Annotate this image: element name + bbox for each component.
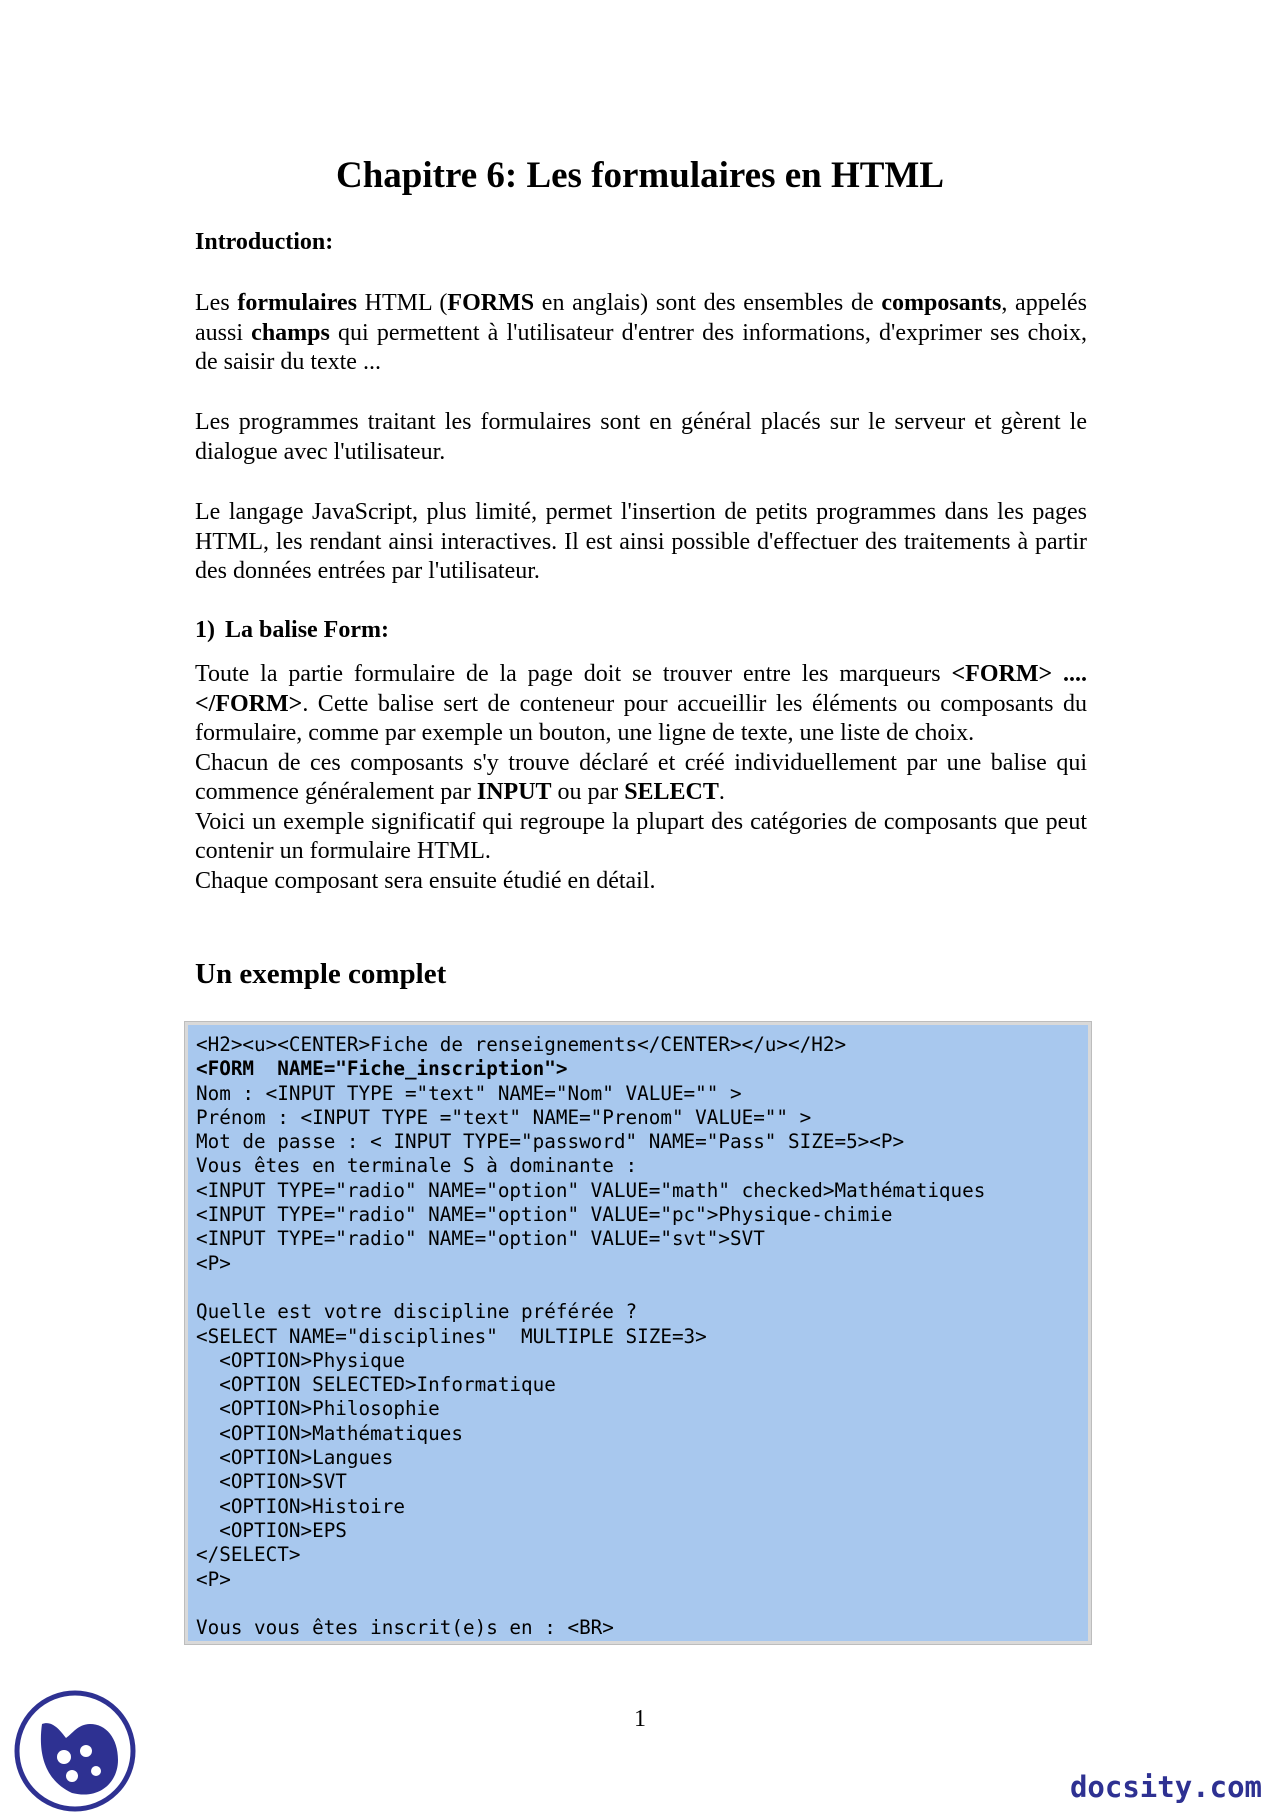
text-run: HTML ( <box>356 290 448 316</box>
code-line: <P> <box>196 1567 231 1591</box>
code-example <box>185 1022 1091 1644</box>
intro-paragraph-2: Les programmes traitant les formulaires sont en général placés sur le serveur et gèrent le dialogue avec l'utilisateur. <box>195 409 1087 465</box>
code-line: <FORM NAME="Fiche_inscription"> <box>196 1057 568 1081</box>
docsity-logo-icon[interactable] <box>14 1690 136 1812</box>
text-run: ou par <box>551 779 625 805</box>
text-run: Chacun de ces composants s'y trouve déclaré et créé individuellement par une balise qui commence généralement par <box>195 749 1087 805</box>
text-run: Toute la partie formulaire de la page doit se trouver entre les marqueurs <box>195 661 952 687</box>
code-line: <P> <box>196 1251 231 1275</box>
code-line: <OPTION SELECTED>Informatique <box>196 1373 556 1397</box>
bold-run: formulaires <box>237 290 357 316</box>
text-run: en anglais) sont des ensembles de <box>534 290 882 316</box>
page-number: 1 <box>634 1706 646 1732</box>
bold-run: <FORM> ....</FORM> <box>195 661 1088 717</box>
form-paragraph-1 <box>195 660 1087 749</box>
code-line: <INPUT TYPE="radio" NAME="option" VALUE="svt">SVT <box>196 1227 765 1251</box>
intro-paragraph-1 <box>195 289 1087 378</box>
code-line: Prénom : <INPUT TYPE ="text" NAME="Prenom" VALUE="" > <box>196 1105 812 1129</box>
bold-run: SELECT <box>624 779 719 805</box>
code-line: Vous vous êtes inscrit(e)s en : <BR> <box>196 1616 614 1640</box>
page-title: Chapitre 6: Les formulaires en HTML <box>335 155 945 196</box>
brand-wordmark[interactable]: docsity.com <box>1069 1770 1262 1804</box>
example-heading: Un exemple complet <box>195 958 447 990</box>
code-line: <OPTION>Philosophie <box>196 1397 440 1421</box>
code-line: <OPTION>Mathématiques <box>196 1421 463 1445</box>
code-line: <H2><u><CENTER>Fiche de renseignements</CENTER></u></H2> <box>196 1033 847 1056</box>
code-line: <OPTION>Langues <box>196 1446 394 1470</box>
code-line: <OPTION>EPS <box>196 1518 347 1542</box>
bold-run: FORMS <box>447 290 535 316</box>
code-line: <OPTION>Physique <box>196 1348 405 1372</box>
code-line: <INPUT TYPE="radio" NAME="option" VALUE="math" checked>Mathématiques <box>196 1178 986 1202</box>
text-run: qui permettent à l'utilisateur d'entrer des informations, d'exprimer ses choix, de saisir du texte ... <box>195 319 1087 375</box>
form-paragraph-4: Chaque composant sera ensuite étudié en détail. <box>195 867 656 894</box>
bold-run: champs <box>251 319 330 346</box>
section-title: La balise Form: <box>225 617 389 643</box>
code-line: Vous êtes en terminale S à dominante : <box>196 1154 638 1178</box>
introduction-heading: Introduction: <box>195 229 334 255</box>
code-line: <SELECT NAME="disciplines" MULTIPLE SIZE=3> <box>196 1324 707 1348</box>
code-line: <INPUT TYPE="radio" NAME="option" VALUE="pc">Physique-chimie <box>196 1203 893 1227</box>
code-line-blank <box>196 1276 1088 1300</box>
text-run: Les <box>195 290 238 316</box>
bold-run: composants <box>881 290 1002 316</box>
form-paragraph-2 <box>195 749 1087 808</box>
section-number: 1) <box>195 617 215 643</box>
bold-run: INPUT <box>476 779 552 805</box>
form-paragraph-3: Voici un exemple significatif qui regroupe la plupart des catégories de composants que peut contenir un formulaire HTML. <box>195 808 1087 864</box>
text-run: , appelés aussi <box>195 290 1088 346</box>
code-line: <OPTION>Histoire <box>196 1494 405 1518</box>
code-line: Nom : <INPUT TYPE ="text" NAME="Nom" VALUE="" > <box>196 1081 742 1105</box>
code-line: </SELECT> <box>196 1543 301 1567</box>
section-1-body <box>195 660 1087 896</box>
code-line-blank <box>196 1592 1088 1616</box>
section-1-heading <box>195 617 389 644</box>
intro-paragraph-3: Le langage JavaScript, plus limité, permet l'insertion de petits programmes dans les pages HTML, les rendant ainsi interactives. Il est ainsi possible d'effectuer des traitements à partir des données entrées par l'utilisateur. <box>195 499 1087 584</box>
code-line: <OPTION>SVT <box>196 1470 347 1494</box>
code-line: Mot de passe : < INPUT TYPE="password" NAME="Pass" SIZE=5><P> <box>196 1130 905 1154</box>
text-run: . <box>718 779 725 805</box>
code-line: Quelle est votre discipline préférée ? <box>196 1300 638 1324</box>
text-run: . Cette balise sert de conteneur pour accueillir les éléments ou composants du formulaire, comme par exemple un bouton, une ligne de texte, une liste de choix. <box>195 690 1087 746</box>
